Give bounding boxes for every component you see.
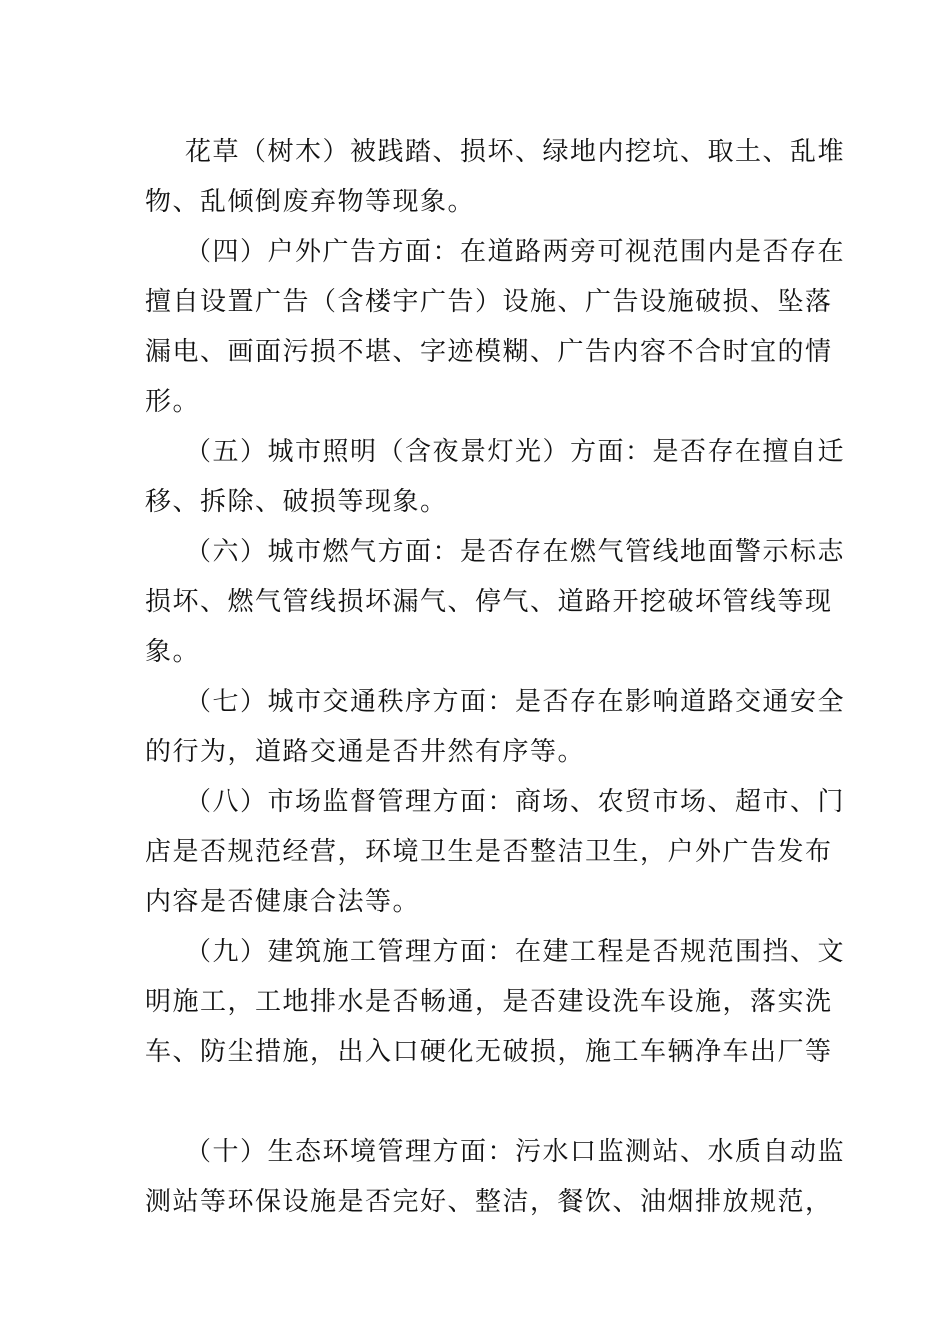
text-line: 测站等环保设施是否完好、整洁，餐饮、油烟排放规范， xyxy=(145,1187,833,1217)
text-line: 形。 xyxy=(145,387,201,417)
text-line: 损坏、燃气管线损坏漏气、停气、道路开挖破坏管线等现 xyxy=(145,587,833,617)
text-line: 花草（树木）被践踏、损坏、绿地内挖坑、取土、乱堆 xyxy=(185,137,846,167)
text-line: 店是否规范经营，环境卫生是否整洁卫生，户外广告发布 xyxy=(145,837,833,867)
text-line: 移、拆除、破损等现象。 xyxy=(145,487,448,517)
text-line: 象。 xyxy=(145,637,201,667)
text-line: （四）户外广告方面：在道路两旁可视范围内是否存在 xyxy=(185,237,846,267)
text-line: （十）生态环境管理方面：污水口监测站、水质自动监 xyxy=(185,1137,846,1167)
text-line: （六）城市燃气方面：是否存在燃气管线地面警示标志 xyxy=(185,537,846,567)
text-line: 车、防尘措施，出入口硬化无破损，施工车辆净车出厂等 xyxy=(145,1037,833,1067)
text-line: 物、乱倾倒废弃物等现象。 xyxy=(145,187,476,217)
text-line: 明施工，工地排水是否畅通，是否建设洗车设施，落实洗 xyxy=(145,987,833,1017)
text-line: （八）市场监督管理方面：商场、农贸市场、超市、门 xyxy=(185,787,846,817)
text-line: （七）城市交通秩序方面：是否存在影响道路交通安全 xyxy=(185,687,846,717)
text-line: （五）城市照明（含夜景灯光）方面：是否存在擅自迁 xyxy=(185,437,846,467)
text-line: 擅自设置广告（含楼宇广告）设施、广告设施破损、坠落 xyxy=(145,287,833,317)
text-line: 内容是否健康合法等。 xyxy=(145,887,421,917)
text-line: 漏电、画面污损不堪、字迹模糊、广告内容不合时宜的情 xyxy=(145,337,833,367)
text-line: 的行为，道路交通是否井然有序等。 xyxy=(145,737,586,767)
text-line: （九）建筑施工管理方面：在建工程是否规范围挡、文 xyxy=(185,937,846,967)
